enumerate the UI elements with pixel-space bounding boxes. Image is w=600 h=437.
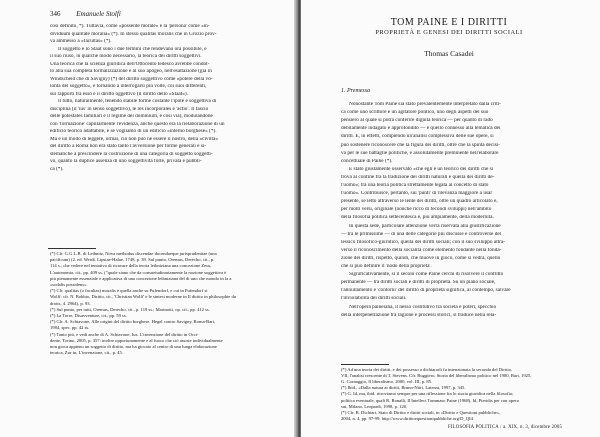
body-line: zione dei diritti, rispetto, quindi, che muove in gioco, come si vedrà, quello	[341, 255, 501, 261]
footnote-line: VII, l'analisi crescente di T. Stevens. Cfr. Ruggiero, Storia del liberalismo politico nel 1900, Bari, 1925,	[341, 374, 532, 379]
article-title: TOM PAINE E I DIRITTI	[390, 17, 508, 28]
body-line: l'uomo». Contribuisce, pertanto, sui 'punti' di rilevanza maggiore a usar	[341, 191, 493, 197]
body-line: trova al confine fra la tradizione dei diritti naturali e quella dei diritti de-	[341, 174, 495, 180]
body-line: l'uomo»; tra una teoria politica strettamente legata al concetto di stato	[341, 183, 489, 188]
body-line: debitamente indagato e approfondito — è quello connesso alla tematica dei	[341, 126, 501, 132]
body-line: Il soggetto e lo Staat sono i due termini che rendevano ora possibile, e	[58, 46, 207, 52]
footnote-line: politica eventuale, quali R. Ronalli, Il Intellect Tommaso Paine (1968), Id, Pieridis per con opera	[341, 398, 519, 403]
footnote-line: teorica, Zur in, L'invenzione, cit., p. 45.	[50, 351, 123, 356]
footnote-line: L'autonomia, cit., pp. 409 ss. ("quale siano che da consuetudinariamente la nozione soggettiva è	[50, 270, 227, 275]
section-heading: 1. Premessa	[341, 88, 371, 94]
footnote-line: (*) G. Id, ma, ibid. ritroviamo sempre per una riflessione fra lo storia giuridica nella filosofia;	[341, 392, 514, 397]
body-line: Windscheid che di Savigny) (*) del diritto soggettivo come «potere della vo-	[50, 76, 213, 82]
left-page	[0, 0, 296, 437]
footnote-line: dente, Torino, 2005, p. 357: inoltre opportunamente e al fuoco che ciò assiste individualmente	[50, 338, 223, 343]
body-line: edificio teorico adattabile, e se vogliamo di un edificio «interno borghese» (*).	[50, 129, 217, 134]
footnote-line: droits, 4. 2964), p. 93.	[50, 301, 91, 306]
body-line: il suo riuso, in qualche modo necessario, la teorica dei diritti soggettivi.	[50, 54, 202, 59]
footnote-line: non gioca appieno un soggetto di diritto, ma ha giocato al centro di una lunga elaborazione	[50, 345, 217, 349]
body-line: del diritto a Roma non era stato tanto l'avversione per forme generali e si-	[50, 144, 207, 149]
body-line: È stato giustamente osservato «che egli è un teorico dei diritti che si	[349, 166, 494, 172]
body-line: per molti versi, originale (nonché ricco di fecondi sviluppi) nell'ambito	[341, 207, 492, 213]
body-line: lontà del soggetto», e tornando a interrogarsi più volte, coi suoi differenti,	[50, 84, 207, 89]
right-page	[301, 0, 600, 437]
body-line: sui rapporti fra esso e il diritto oggettivo (il diritto dello «Staat»).	[50, 91, 188, 97]
body-line: così definito, *). Tuttavia, come «possente morale» e la 'persona' come «in-	[50, 24, 210, 29]
left-page-number: 346	[50, 10, 61, 18]
body-line: delle potestates familiari e il regime del dominium, e così via), modulandone	[50, 114, 213, 119]
body-line: della filosofia politica settecentesca e, più ampiamente, della modernità.	[341, 215, 494, 221]
body-line: verso il riconoscimento della socialità come elemento fondante nella fonda-	[341, 247, 502, 253]
body-line: va per le sue battaglie politiche, è assolutamente preminente nell'elaborare	[341, 150, 499, 156]
footnote-line: Wolff: cfr. N. Bobbio, Diritto, cit., 'Christian Wolff' e le sintesi moderne in Il diritto in philosophie du	[50, 295, 237, 300]
footnote-line: sui, Milano, Leopardi, 1998, p. 120.	[341, 404, 408, 409]
body-line: diritti. E, in effetti, compiendo un'analisi complessiva delle sue opere, si	[341, 134, 494, 140]
footnote-line: (*) La Torre, Disavventure, cit., pp. 59 ss.	[50, 314, 127, 318]
footnote-rule-right	[341, 364, 389, 365]
footnote-rule	[48, 248, 96, 249]
article-subtitle: PROPRIETÀ E GENESI DEI DIRITTI SOCIALI	[375, 29, 523, 36]
body-line: stematiche a prescindere la costruzione di una categoria di soggetto soggetti-	[50, 151, 213, 157]
body-line: può sostenere riconoscere che la figura dei diritti, oltre che la spinta decisi-	[341, 142, 500, 148]
footnote-line: (*) Cfr. B. Dichiari, Stato di Diritto e diritti sociali, in «Diritto e Questioni pubbliche»,	[341, 410, 501, 415]
body-line: — tra le primissime — di una delle categorie più discusse e controverse del	[341, 231, 502, 237]
footnote-line: (*) Cfr. A. Schiavone, Alle origini del diritto borghese. Hegel contro Savigny, Roma-Bari,	[50, 320, 216, 325]
footnote-line: G. Cornaggio, Il liberalismo, 2000, vol. III, p. 85.	[341, 380, 433, 385]
footnote-line: (*) Cfr. G.G.L.B. di Leibnitz, Nova methodus discendae docendaeque jurisprudentiae (uno	[50, 252, 217, 256]
body-line: ca come uno scrittore e un agitatore politico, uno degli aspetti del suo	[341, 110, 489, 116]
body-line: che si può definire il 'nodo della proprietà'.	[341, 264, 432, 269]
body-line: concettuale di Paine (*).	[341, 158, 393, 164]
footnote-line: (*) Sul punto, per tutti, Oremus, Derecho, cit., p. 119 ss.; Marinotti, op. cit., pp. 412 ss.	[50, 307, 210, 312]
body-line: presente, se letto attraverso le lente dei diritti, oltre un quadro articolato e,	[341, 199, 498, 205]
footnote-line: (*) Ibid., «Dalla natura ai diritti, Bruno-Nitri, Laterza, 1997, p. 345.	[341, 386, 466, 391]
body-line: vo, quanto la duplice assenza di uno soggettività forte, privata e pubbli-	[50, 159, 202, 164]
footnote-line: (*) Cfr. qualitas (o facultas) moralis è quella anche su Pufendorf, e cui in Pufendorf si	[50, 289, 208, 294]
left-running-header	[50, 10, 121, 18]
running-footer: FILOSOFIA POLITICA / a. XIX, n. 3, dicembre 2005	[448, 425, 563, 430]
footnote-line: 1984, spec. pp. 42 ss.	[50, 326, 90, 331]
article-author: Thomas Casadei	[424, 49, 474, 58]
body-line: Ma è un modo di leggere, ormai, ciò non può né essere il nostro, della «civiltà»	[50, 136, 218, 142]
footnote-line: «sodalis possidens».	[50, 283, 88, 287]
body-line: Significativamente, si il secolo come Paine cerchi di risolvere il conflitto	[349, 272, 504, 278]
footnote-line: più pienamente essenziale e applicativa di una concezione leibniziana del di uno che mondo in la a	[50, 276, 232, 281]
body-line: l'annullamento e 'contorni' del diritto di proprietà significa, al contempo, salvare	[341, 288, 511, 294]
body-line: Nell'opera paineiana, il nesso costitutivo tra società e poteri, specchio	[349, 304, 497, 310]
body-line: Il tutto, naturalmente, tenendo stabile forme costante l'ipote e soggettiva di	[58, 99, 217, 104]
body-line: pensiero al quale si potrà conferire dignità teorica — per quanto di rado	[341, 118, 493, 124]
footnote-line: (*) Ad una teoria dei diritti, e dei possesso a dichiararli fu intenzionata la seconda del Diritto,	[341, 368, 513, 372]
body-line: ca (*).	[50, 166, 64, 172]
body-line: disciplina (il 'ius' in senso soggettivo), le res incorporales e 'actio'. Il fascio	[50, 106, 209, 112]
body-line: In questa sede, particolare attenzione verrà riservata alla giustificazione	[349, 223, 501, 229]
footnote-line: 114 s.; che vedere nel tentativo di ricavare della teoria leibniziana una concezione Zeus,	[50, 264, 212, 269]
footnote-line: pacificum) (2. ed. Werdt. Lipsiae-Halae, 1748, p. 39. Sul punto, Oremus, Derecho, cit., p.	[50, 258, 215, 263]
left-running-title: Emanuele Stolfi	[76, 10, 121, 18]
body-line: dividuum qualitate moralia» (*). In stesso qualitas moralis che in Grozio prov-	[50, 31, 217, 37]
body-line: con 'formazione' capillarmente l'evidenza, anche questo era la rielaborazione di un	[50, 121, 225, 127]
body-line: permanente — tra diritti sociali e diritti di proprietà. Su un piano sociale,	[341, 280, 496, 286]
footnote-line: 2004, n. 4, pp. 97-99: http://www.dirittoequestionipubbliche.org/D_QI4	[341, 416, 473, 421]
body-line: l'inviolabilità dei diritti sociali.	[341, 296, 407, 302]
body-line: lessico filosofico-giuridico, quella dei diritti sociali; con il suo sviluppo attra-	[341, 239, 506, 245]
footnote-line: (*) Tanto più, e vedi anche di A. Schiavone, Ius. L'invenzione del diritto in Occi-	[50, 332, 199, 337]
body-line: va ammesso a «facultas» (*).	[50, 39, 112, 44]
body-line: della interpenetrazione tra ragione e processi storici, si traduce nella rela-	[341, 312, 497, 318]
body-line: Una teorica che la scienza giuridica dell'Ottocento tedesco avrebbe condot-	[50, 61, 210, 67]
body-line: to alla sua completa formalizzazione e al suo apogeo, nell'esaltazione (già in	[50, 69, 212, 74]
body-line: Nonostante Tom Paine sia stato prevalentemente interpretato dalla criti-	[349, 102, 501, 107]
